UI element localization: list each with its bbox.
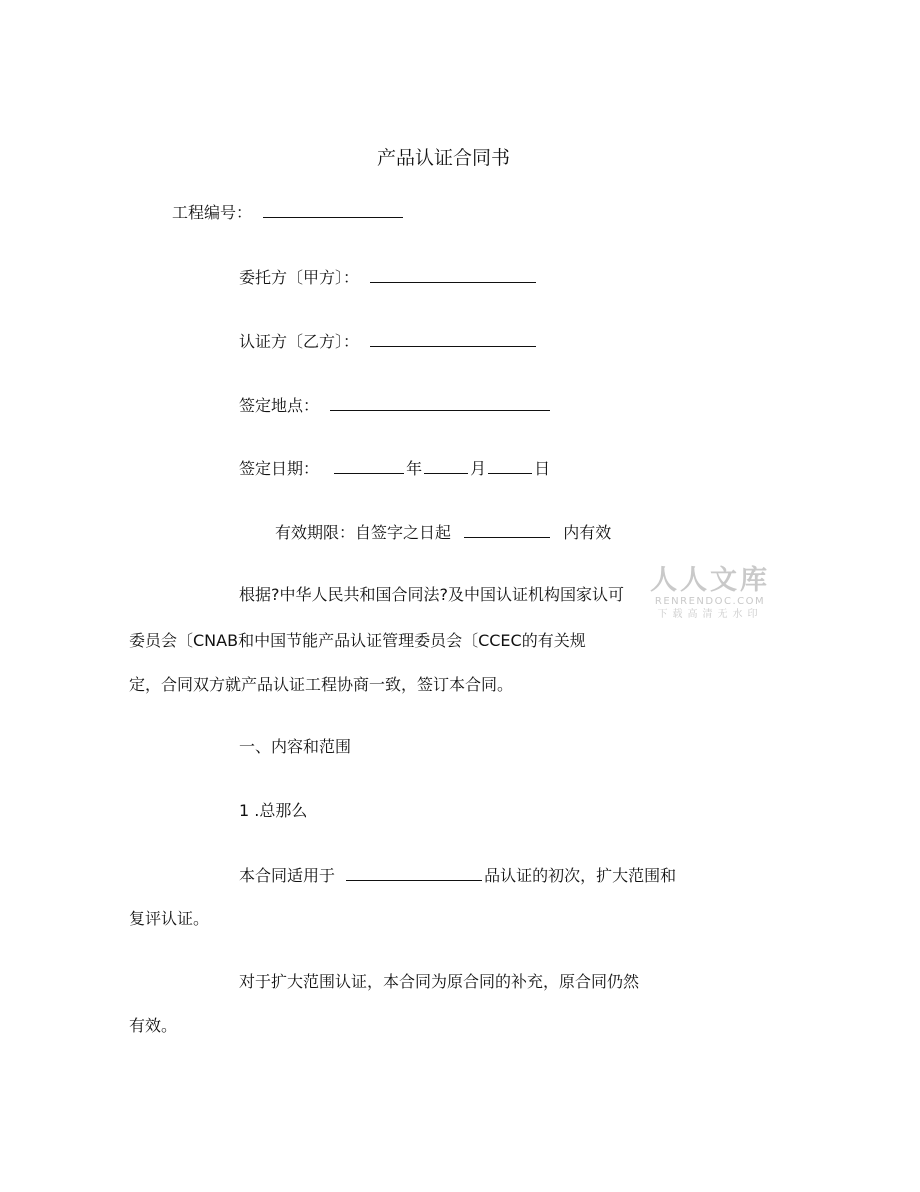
day-label: 日 [534, 459, 551, 478]
client-party-blank [370, 267, 536, 283]
scope-prefix: 本合同适用于 [239, 866, 336, 885]
expand-line2: 有效。 [129, 1016, 178, 1035]
certifier-party-label: 认证方〔乙方〕： [239, 332, 360, 351]
item-heading: 1 .总那么 [239, 801, 308, 820]
signing-place-line [239, 395, 552, 416]
watermark-caption: 下载高清无水印 [657, 609, 763, 620]
signing-date-line [239, 458, 550, 479]
intro-paragraph-line3: 定，合同双方就产品认证工程协商一致，签订本合同。 [129, 675, 514, 694]
signing-place-blank [330, 395, 550, 411]
certifier-party-blank [370, 331, 536, 347]
year-label: 年 [406, 459, 423, 478]
watermark-domain: RENRENDOC.COM [654, 596, 766, 607]
intro-paragraph-line2: 委员会〔CNAB和中国节能产品认证管理委员会〔CCEC的有关规 [129, 631, 586, 650]
project-number-blank [263, 202, 403, 218]
certifier-party-line [239, 331, 538, 352]
day-blank [488, 458, 532, 474]
watermark [646, 566, 774, 622]
month-blank [424, 458, 468, 474]
year-blank [334, 458, 404, 474]
scope-line2: 复评认证。 [129, 909, 210, 928]
scope-product-blank [346, 865, 482, 881]
signing-place-label: 签定地点： [239, 396, 320, 415]
client-party-line [239, 267, 538, 288]
validity-suffix: 内有效 [563, 523, 612, 542]
validity-blank [464, 522, 550, 538]
section-heading: 一、内容和范围 [239, 737, 352, 756]
signing-date-label: 签定日期： [239, 459, 320, 478]
expand-line1: 对于扩大范围认证，本合同为原合同的补充，原合同仍然 [239, 972, 640, 991]
validity-line [275, 522, 611, 543]
document-title: 产品认证合同书 [377, 147, 511, 169]
scope-line1 [239, 865, 676, 886]
project-number-label: 工程编号： [172, 203, 253, 222]
intro-paragraph-line1: 根据?中华人民共和国合同法?及中国认证机构国家认可 [239, 585, 624, 604]
validity-prefix: 有效期限：自签字之日起 [275, 523, 452, 542]
watermark-brand: 人人文库 [650, 565, 770, 596]
scope-suffix: 品认证的初次，扩大范围和 [484, 866, 677, 885]
month-label: 月 [470, 459, 487, 478]
project-number-line [172, 202, 405, 223]
client-party-label: 委托方〔甲方〕： [239, 268, 360, 287]
